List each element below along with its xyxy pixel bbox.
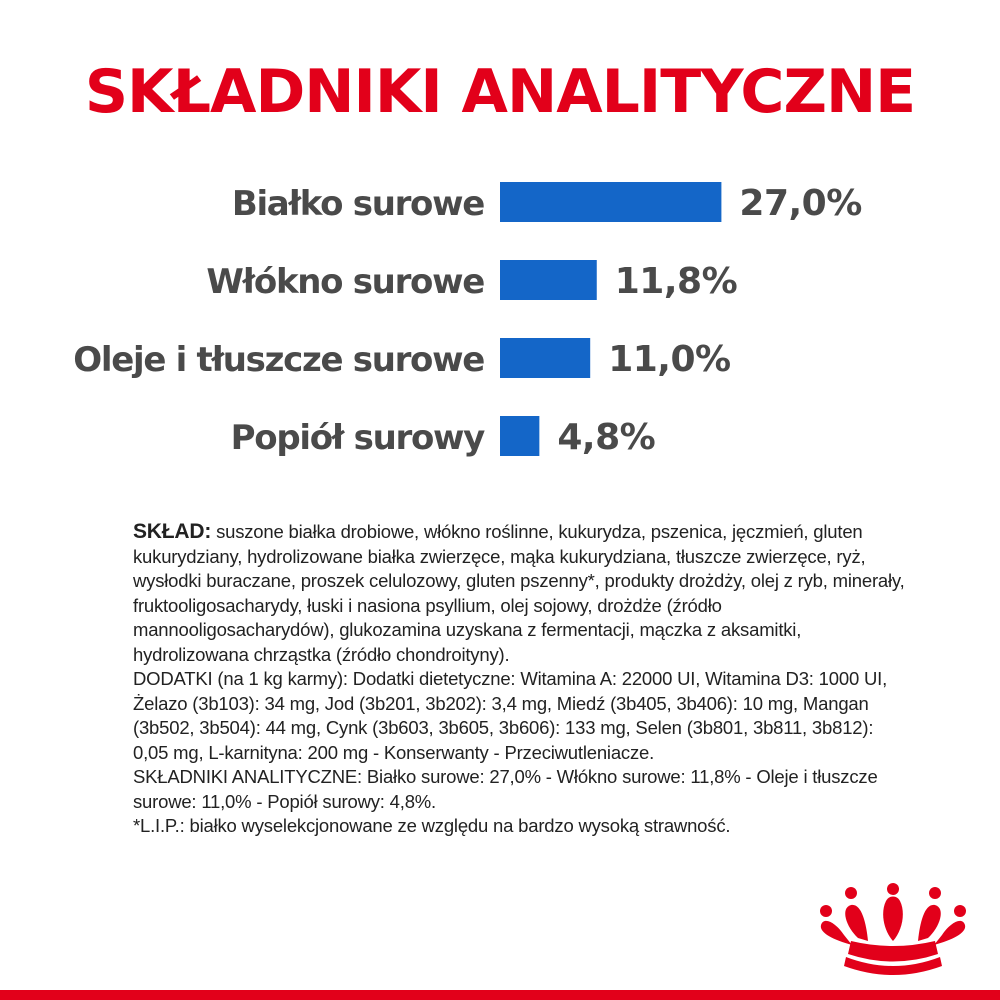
value-label: 11,0% xyxy=(608,339,731,380)
page-title: SKŁADNIKI ANALITYCZNE xyxy=(84,57,916,127)
bar xyxy=(500,260,597,300)
bar xyxy=(500,182,721,222)
category-label: Popiół surowy xyxy=(230,418,484,458)
crown-icon xyxy=(818,883,968,983)
bar xyxy=(500,338,590,378)
bottom-strip xyxy=(0,990,1000,1000)
category-label: Oleje i tłuszcze surowe xyxy=(73,340,484,380)
composition-text: suszone białka drobiowe, włókno roślinne, kukurydza, pszenica, jęczmień, gluten kukurydziany, hydrolizowane białka zwierzęce, mąka kukurydziana, tłuszcze zwierzęce, ryż, wysłodki buraczane, proszek celulozowy, gluten pszenny*, produkty drożdży, olej z ryb, minerały, fruktooligosacharydy, łuski i nasiona psyllium, olej sojowy, drożdże (źródło mannooligosacharydów), glukozamina uzyskana z fermentacji, mączka z aksamitki, hydrolizowana chrząstka (źródło chondroityny). xyxy=(133,521,905,665)
composition-label: SKŁAD: xyxy=(133,520,212,543)
composition-paragraph xyxy=(133,520,913,667)
value-label: 4,8% xyxy=(557,417,656,458)
bar xyxy=(500,416,539,456)
value-label: 11,8% xyxy=(614,261,738,302)
footnote: *L.I.P.: białko wyselekcjonowane ze względu na bardzo wysoką strawność. xyxy=(133,815,731,836)
ingredients-section xyxy=(133,520,913,839)
analytical-paragraph: SKŁADNIKI ANALITYCZNE: Białko surowe: 27,0% - Włókno surowe: 11,8% - Oleje i tłuszcze surowe: 11,0% - Popiół surowy: 4,8%. xyxy=(133,766,878,812)
value-label: 27,0% xyxy=(739,183,862,224)
category-label: Białko surowe xyxy=(231,184,484,224)
additives-paragraph: DODATKI (na 1 kg karmy): Dodatki dietetyczne: Witamina A: 22000 UI, Witamina D3: 1000 UI, Żelazo (3b103): 34 mg, Jod (3b201, 3b202): 3,4 mg, Miedź (3b405, 3b406): 10 mg, Mangan (3b502, 3b504): 44 mg, Cynk (3b603, 3b605, 3b606): 133 mg, Selen (3b801, 3b811, 3b812): 0,05 mg, L-karnityna: 200 mg - Konserwanty - Przeciwutleniacze. xyxy=(133,668,888,763)
category-label: Włókno surowe xyxy=(206,262,484,302)
